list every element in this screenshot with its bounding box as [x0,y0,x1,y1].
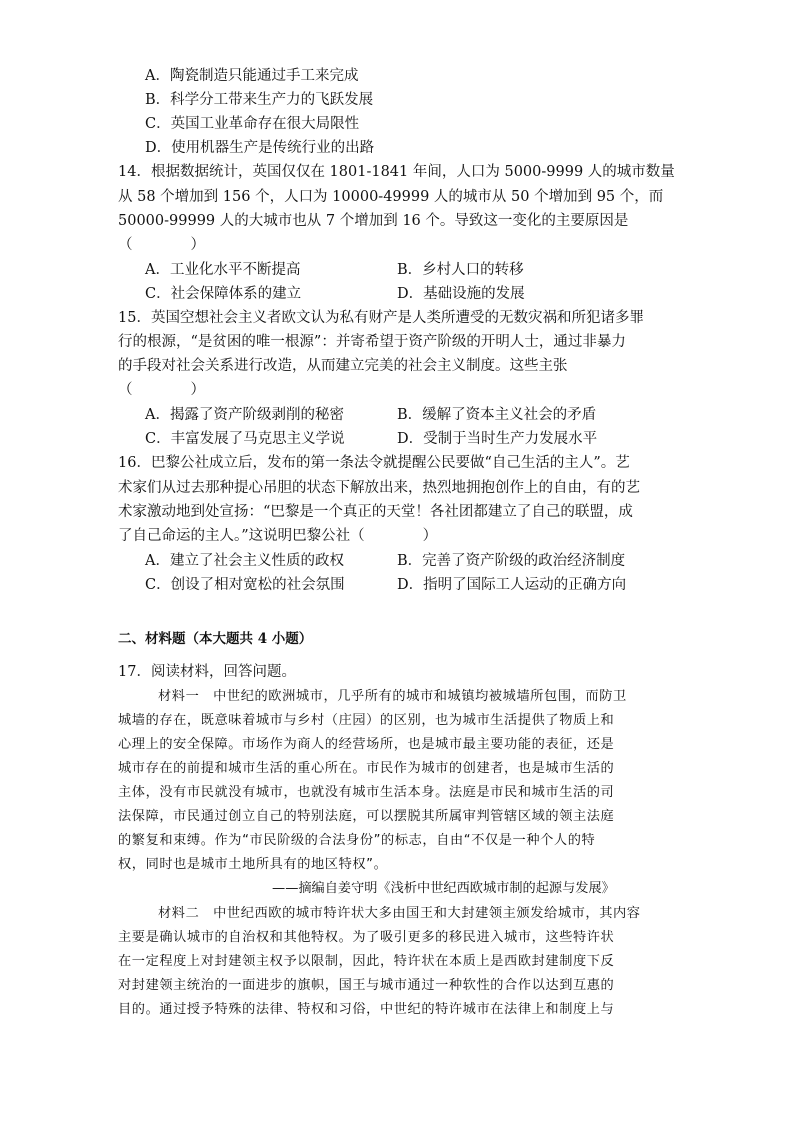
q13-option-d: D．使用机器生产是传统行业的出路 [145,140,375,156]
material-1-line: 权，同时也是城市土地所具有的地区特权”。 [118,857,388,872]
material-2-line: 目的。通过授予特殊的法律、特权和习俗，中世纪的特许城市在法律上和制度上与 [118,1002,615,1017]
q16-stem-line-1: 16．巴黎公社成立后，发布的第一条法令就提醒公民要做“自己生活的主人”。艺 [118,455,630,471]
q14-option-b: B．乡村人口的转移 [397,262,524,278]
q13-option-c: C．英国工业革命存在很大局限性 [145,116,360,132]
q14-option-d: D．基础设施的发展 [397,286,525,302]
material-2-line: 材料二 中世纪西欧的城市特许状大多由国王和大封建领主颁发给城市，其内容 [158,906,641,921]
q14-stem-line-1: 14．根据数据统计，英国仅仅在 1801-1841 年间，人口为 5000-9999 人的城市数量 [118,164,675,180]
q17-intro: 17．阅读材料，回答问题。 [118,664,296,680]
material-1-line: 城墙的存在，既意味着城市与乡村（庄园）的区别，也为城市生活提供了物质上和 [118,713,615,728]
q16-stem-line-3: 术家激动地到处宣扬：“巴黎是一个真正的天堂！各社团都建立了自己的联盟，成 [118,504,633,520]
material-1-line: 的繁复和束缚。作为“市民阶级的合法身份”的标志，自由“不仅是一种个人的特 [118,833,596,848]
material-1-line: 城市存在的前提和城市生活的重心所在。市民作为城市的创建者，也是城市生活的 [118,761,615,776]
q14-option-c: C．社会保障体系的建立 [145,286,302,302]
q15-stem-line-3: 的手段对社会关系进行改造，从而建立完美的社会主义制度。这些主张 [118,358,568,374]
material-2-line: 对封建领主统治的一面进步的旗帜，国王与城市通过一种软性的合作以达到互惠的 [118,978,615,993]
material-1-line: 心理上的安全保障。市场作为商人的经营场所，也是城市最主要功能的表征，还是 [118,737,615,752]
q14-stem-line-2: 从 58 个增加到 156 个，人口为 10000-49999 人的城市从 50 个增加到 95 个，而 [118,189,664,205]
q15-option-c: C．丰富发展了马克思主义学说 [145,431,345,447]
section-heading: 二、材料题（本大题共 4 小题） [118,631,313,647]
q14-answer-blank: （ ） [118,237,205,253]
q16-option-d: D．指明了国际工人运动的正确方向 [397,577,627,593]
material-1-line: 材料一 中世纪的欧洲城市，几乎所有的城市和城镇均被城墙所包围，而防卫 [158,689,627,704]
q16-option-b: B．完善了资产阶级的政治经济制度 [397,553,626,569]
q14-stem-line-3: 50000-99999 人的大城市也从 7 个增加到 16 个。导致这一变化的主要原因是 [118,213,629,229]
q15-option-a: A．揭露了资产阶级剥削的秘密 [145,407,344,423]
q13-option-b: B．科学分工带来生产力的飞跃发展 [145,92,374,108]
q16-stem-line-4: 了自己命运的主人。”这说明巴黎公社（ ） [118,528,438,544]
material-1-line: 主体，没有市民就没有城市，也就没有城市生活本身。法庭是市民和城市生活的司 [118,785,615,800]
q15-stem-line-2: 行的根源，“是贫困的唯一根源”：并寄希望于资产阶级的开明人士，通过非暴力 [118,334,626,350]
q16-stem-line-2: 术家们从过去那种提心吊胆的状态下解放出来，热烈地拥抱创作上的自由，有的艺 [118,480,640,496]
q15-option-b: B．缓解了资本主义社会的矛盾 [397,407,597,423]
q16-option-a: A．建立了社会主义性质的政权 [145,553,344,569]
q16-option-c: C．创设了相对宽松的社会氛围 [145,577,345,593]
q15-option-d: D．受制于当时生产力发展水平 [397,431,598,447]
q14-option-a: A．工业化水平不断提高 [145,262,301,278]
material-1-source: ——摘编自姜守明《浅析中世纪西欧城市制的起源与发展》 [272,881,615,896]
q15-stem-line-1: 15．英国空想社会主义者欧文认为私有财产是人类所遭受的无数灾祸和所犯诸多罪 [118,310,644,326]
material-2-line: 主要是确认城市的自治权和其他特权。为了吸引更多的移民进入城市，这些特许状 [118,930,615,945]
material-1-line: 法保障，市民通过创立自己的特别法庭，可以摆脱其所属审判管辖区域的领主法庭 [118,809,615,824]
q13-option-a: A．陶瓷制造只能通过手工来完成 [145,68,359,84]
q15-answer-blank: （ ） [118,382,205,398]
material-2-line: 在一定程度上对封建领主权予以限制，因此，特许状在本质上是西欧封建制度下反 [118,954,615,969]
